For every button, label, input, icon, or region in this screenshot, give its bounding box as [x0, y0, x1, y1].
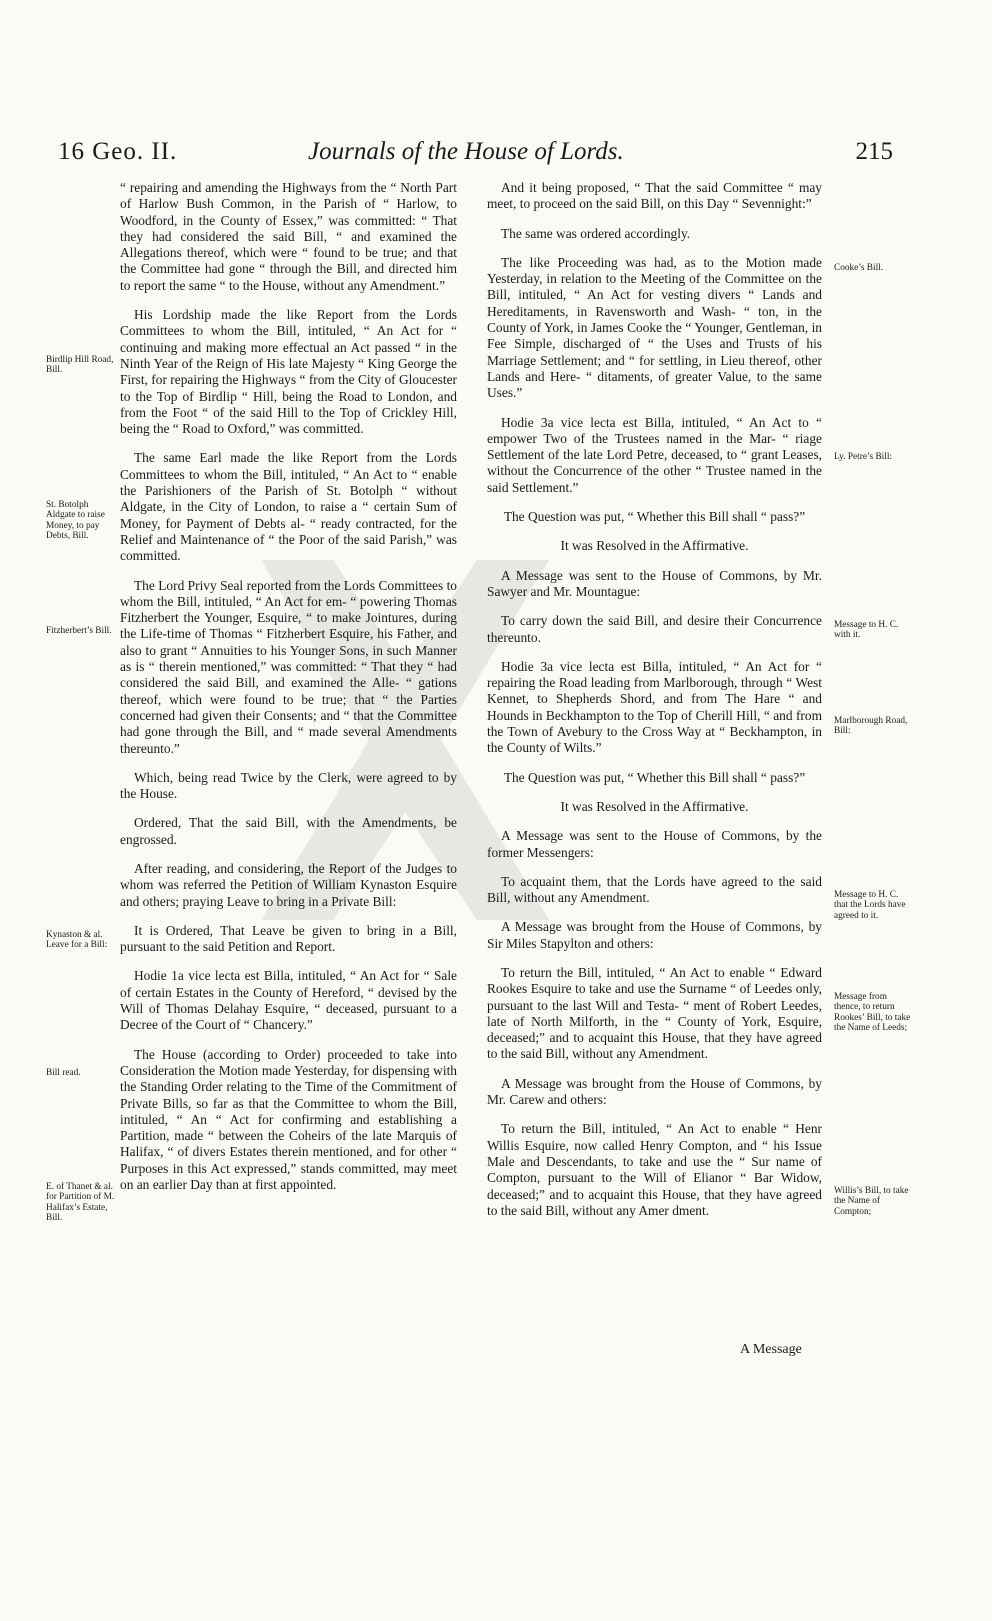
margin-note: Message to H. C. that the Lords have agreed to it.: [834, 890, 906, 921]
margin-note: Birdlip Hill Road, Bill.: [46, 355, 114, 376]
margin-note: E. of Thanet & al. for Partition of M. Halifax’s Estate, Bill.: [46, 1182, 115, 1224]
paragraph: His Lordship made the like Report from the Lords Committees to whom the Bill, intituled, “ An Act for “ continuing and making more effectual an Act passed “ in the Ninth Year of the Reign of His late Majesty “ King George the First, for repairing the Highways “ from the City of Gloucester to the Top of Birdlip “ Hill, being the Road to London, and from the Foot “ of the said Hill to the Top of Crickley Hill, being the “ Road to Oxford,” was committed.: [120, 307, 457, 437]
paragraph: To acquaint them, that the Lords have agreed to the said Bill, without any Amendment.: [487, 873, 822, 906]
paragraph: A Message was sent to the House of Commons, by Mr. Sawyer and Mr. Mountague:: [487, 567, 822, 599]
margin-note: Bill read.: [46, 1068, 81, 1078]
paragraph: The same Earl made the like Report from the Lords Committees to whom the Bill, intituled, “ An Act to “ enable the Parishioners of the Parish of St. Botolph “ without Aldgate, in the City of London, to raise a “ certain Sum of Money, for Payment of Debts al- “ ready contracted, for the Relief and Maintenance of “ the Poor of the said Parish,” was committed.: [120, 450, 457, 564]
paragraph: It was Resolved in the Affirmative.: [560, 538, 749, 554]
paragraph: The like Proceeding was had, as to the Motion made Yesterday, in relation to the Meeting of the Committee on the Bill, intituled, “ An Act for vesting divers “ Lands and Hereditaments, in Ravensworth and Wash- “ ton, in the County of York, in James Cooke the “ Younger, Gentleman, in Fee Simple, discharged of “ the Uses and Trusts of his Marriage Settlement; and “ for settling, in Lieu thereof, other Lands and Here- “ ditaments, of greater Value, to the same Uses.”: [487, 254, 822, 401]
paragraph: The same was ordered accordingly.: [501, 225, 691, 241]
margin-note: Fitzherbert’s Bill.: [46, 626, 112, 636]
paragraph: To return the Bill, intituled, “ An Act to enable “ Henr Willis Esquire, now called Henry Compton, and “ his Issue Male and Descendants, to take and use the “ Sur name of Compton, pursuant to the Will of Elianor “ Bar Widow, deceased;” and to acquaint this House, that they have agreed to the said Bill, without any Amer dment.: [487, 1121, 822, 1218]
margin-note: Cooke’s Bill.: [834, 263, 884, 273]
paragraph: To carry down the said Bill, and desire their Concurrence thereunto.: [487, 613, 822, 645]
catchword: A Message: [740, 1342, 802, 1357]
regnal-year: 16 Geo. II.: [58, 138, 178, 165]
running-header: [58, 138, 893, 178]
margin-note: Message from thence, to return Rookes’ Bill, to take the Name of Leeds;: [834, 992, 911, 1034]
margin-note: Message to H. C. with it.: [834, 620, 899, 641]
paragraph: “ repairing and amending the Highways from the “ North Part of Harlow Bush Common, in the Parish of “ Harlow, to Woodford, in the County of Essex,” was committed: “ That they had considered the said Bill, “ and examined the Allegations thereof, which were “ found to be true; and that the Committee had gone “ through the Bill, and directed him to report the same “ to the House, without any Amendment.”: [120, 180, 457, 293]
paragraph: Ordered, That the said Bill, with the Amendments, be engrossed.: [120, 815, 457, 847]
paragraph: After reading, and considering, the Report of the Judges to whom was referred the Petition of William Kynaston Esquire and others; praying Leave to bring in a Private Bill:: [120, 860, 457, 909]
paragraph: The Question was put, “ Whether this Bill shall “ pass?”: [503, 509, 806, 525]
margin-note: Willis’s Bill, to take the Name of Compton;: [834, 1186, 909, 1217]
left-column: [120, 180, 457, 1206]
page-title: Journals of the House of Lords.: [308, 138, 624, 165]
paragraph: A Message was brought from the House of Commons, by Mr. Carew and others:: [487, 1075, 822, 1108]
paragraph: Hodie 3a vice lecta est Billa, intituled, “ An Act for “ repairing the Road leading from Marlborough, through “ West Kennet, to Shepherds Shord, and from The Hare “ and Hounds in Beckhampton to the Top of Cherill Hill, “ and from the Town of Avebury to the Cross Way at “ Beckhampton, in the County of Wilts.”: [487, 658, 822, 756]
paragraph: The Question was put, “ Whether this Bill shall “ pass?”: [503, 769, 806, 785]
paragraph: A Message was brought from the House of Commons, by Sir Miles Stapylton and others:: [487, 919, 822, 951]
paragraph: It is Ordered, That Leave be given to bring in a Bill, pursuant to the said Petition and Report.: [120, 922, 457, 955]
margin-note: Marlborough Road, Bill:: [834, 716, 908, 737]
paragraph: Hodie 3a vice lecta est Billa, intituled, “ An Act to “ empower Two of the Trustees named in the Mar- “ riage Settlement of the late Lord Petre, deceased, to “ grant Leases, without the Concurrence of the other “ Trustee named in the said Settlement.”: [487, 414, 822, 495]
paragraph: And it being proposed, “ That the said Committee “ may meet, to proceed on the said Bill, on this Day “ Sevennight:”: [487, 180, 822, 212]
paragraph: The Lord Privy Seal reported from the Lords Committees to whom the Bill, intituled, “ An Act for em- “ powering Thomas Fitzherbert the Younger, Esquire, “ to make Jointures, during the Life-time of Thomas “ Fitzherbert Esquire, his Father, and also to grant “ Annuities to his Younger Sons, in such Manner as is “ therein mentioned,” was committed: “ That they “ had considered the said Bill, and examined the Alle- “ gations thereof, which were found to be true; that “ the Parties concerned had given their Consents; and “ that the Committee had gone through the Bill, and “ made several Amendments thereunto.”: [120, 577, 457, 756]
paragraph: To return the Bill, intituled, “ An Act to enable “ Edward Rookes Esquire to take and use the Surname “ of Leedes only, pursuant to the last Will and Testa- “ ment of Robert Leedes, late of North Milforth, in the “ County of York, Esquire, deceased;” and to acquaint this House, that they have agreed to the said Bill, without any Amendment.: [487, 964, 822, 1062]
paragraph: A Message was sent to the House of Commons, by the former Messengers:: [487, 828, 822, 860]
right-column: [487, 180, 822, 1232]
paragraph: Hodie 1a vice lecta est Billa, intituled, “ An Act for “ Sale of certain Estates in the County of Hereford, “ devised by the Will of Thomas Delahay Esquire, “ deceased, pursuant to a Decree of the Court of “ Chancery.”: [120, 968, 457, 1033]
paragraph: Which, being read Twice by the Clerk, were agreed to by the House.: [120, 769, 457, 802]
page-number: 215: [855, 138, 893, 165]
margin-note: Ly. Petre’s Bill:: [834, 452, 893, 462]
margin-note: Kynaston & al. Leave for a Bill:: [46, 930, 108, 951]
paragraph: The House (according to Order) proceeded to take into Consideration the Motion made Yesterday, for dispensing with the Standing Order relating to the Time of the Commitment of Private Bills, so far as that the Committee to whom the Bill, intituled, “ An “ Act for confirming and establishing a Partition, made “ between the Coheirs of the late Marquis of Halifax, “ of divers Estates therein mentioned, and for other “ Purposes in this Act expressed,” stands committed, may meet on an earlier Day than at first appointed.: [120, 1046, 457, 1193]
paragraph: It was Resolved in the Affirmative.: [560, 798, 749, 814]
margin-note: St. Botolph Aldgate to raise Money, to pay Debts, Bill.: [46, 500, 105, 542]
